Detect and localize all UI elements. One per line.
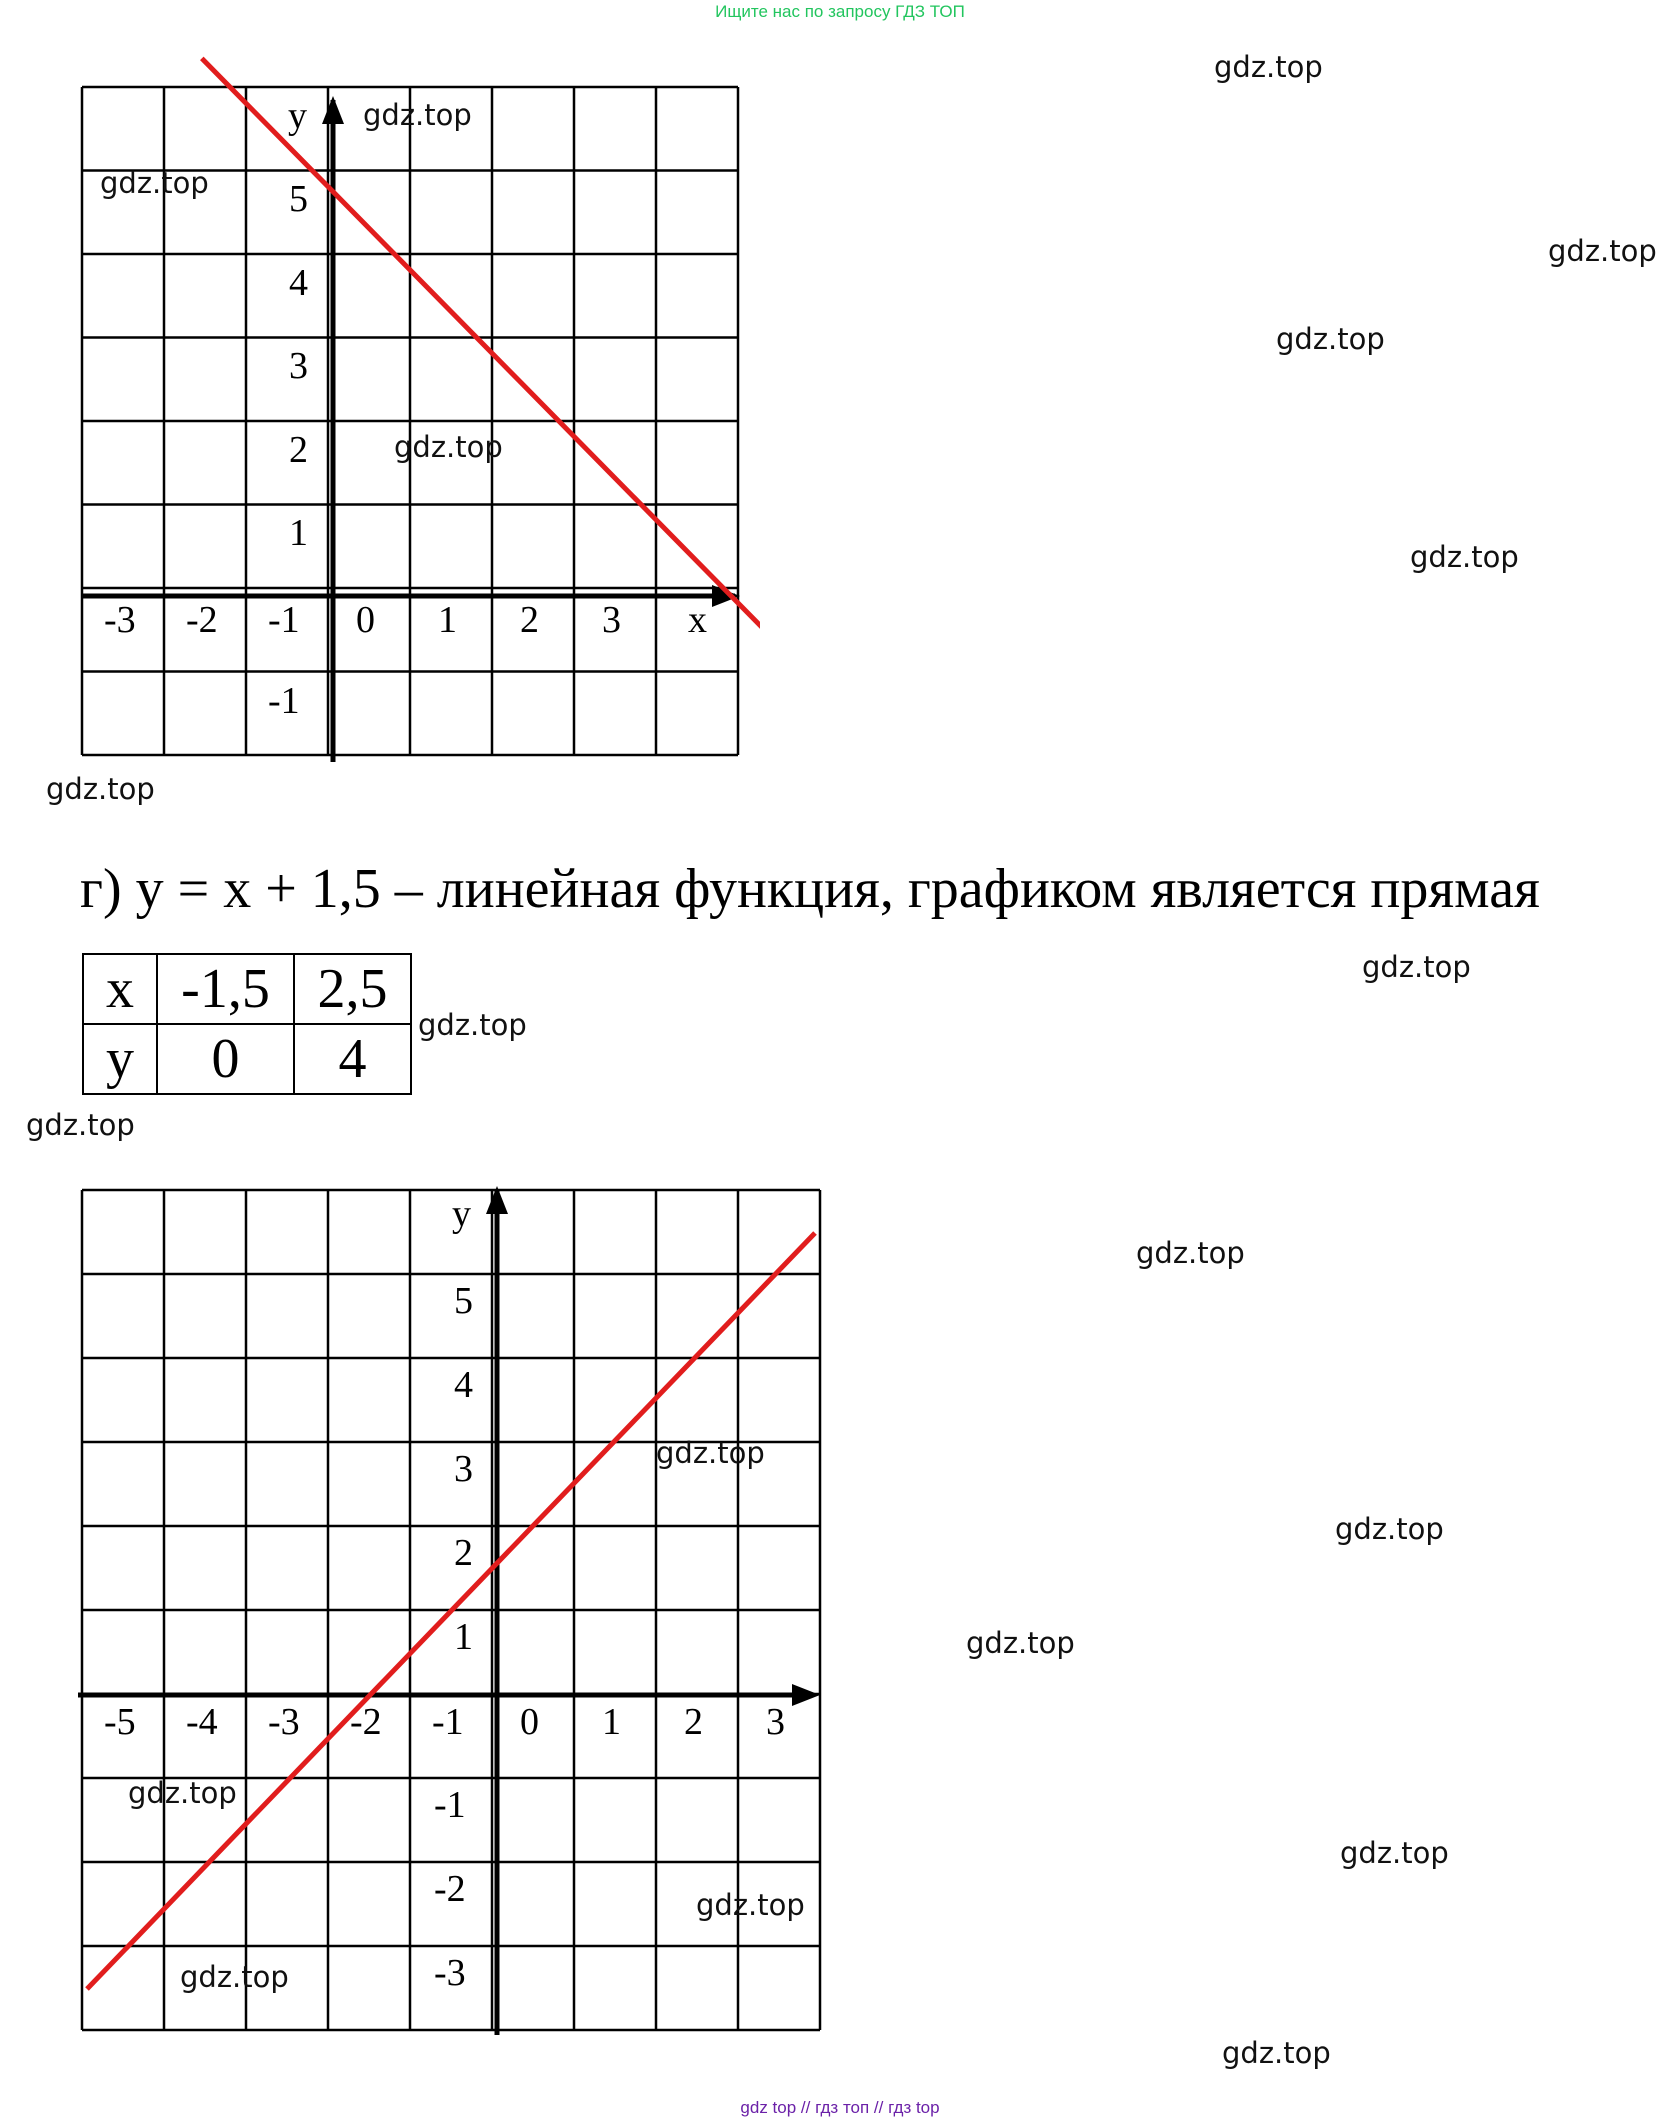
header-note: Ищите нас по запросу ГДЗ ТОП — [715, 2, 965, 21]
table-cell: x — [83, 954, 157, 1024]
graph-1-x-label: x — [688, 599, 707, 641]
y-tick: 1 — [289, 512, 308, 554]
y-tick: 4 — [289, 262, 308, 304]
y-tick: 3 — [454, 1448, 473, 1490]
y-tick: 3 — [289, 345, 308, 387]
watermark: gdz.top — [966, 1626, 1075, 1660]
watermark: gdz.top — [1548, 234, 1657, 268]
x-tick: 3 — [602, 599, 621, 641]
watermark: gdz.top — [696, 1888, 805, 1922]
table-cell: y — [83, 1024, 157, 1094]
watermark: gdz.top — [1335, 1512, 1444, 1546]
watermark: gdz.top — [26, 1108, 135, 1142]
y-tick: 4 — [454, 1364, 473, 1406]
watermark: gdz.top — [1136, 1236, 1245, 1270]
y-tick: -2 — [434, 1868, 466, 1910]
x-tick: -4 — [186, 1701, 218, 1743]
graph-1-x-ticks — [104, 599, 621, 641]
y-axis-arrow-icon — [322, 96, 344, 124]
x-tick: -5 — [104, 1701, 136, 1743]
y-tick: -3 — [434, 1952, 466, 1994]
watermark: gdz.top — [656, 1436, 765, 1470]
section-heading: г) y = x + 1,5 – линейная функция, графиком является прямая — [80, 858, 1540, 920]
watermark: gdz.top — [418, 1008, 527, 1042]
watermark: gdz.top — [394, 430, 503, 464]
y-tick: 2 — [454, 1532, 473, 1574]
watermark: gdz.top — [1410, 540, 1519, 574]
watermark: gdz.top — [1340, 1836, 1449, 1870]
x-tick: 0 — [356, 599, 375, 641]
x-tick: -3 — [104, 599, 136, 641]
watermark: gdz.top — [1276, 322, 1385, 356]
watermark: gdz.top — [363, 98, 472, 132]
y-tick: -1 — [268, 680, 300, 722]
graph-1-y-label: y — [288, 95, 307, 137]
x-tick: 1 — [602, 1701, 621, 1743]
watermark: gdz.top — [180, 1960, 289, 1994]
graph-2-x-ticks — [104, 1701, 785, 1743]
x-tick: 2 — [520, 599, 539, 641]
x-axis-arrow-icon — [792, 1684, 820, 1706]
x-tick: -3 — [268, 1701, 300, 1743]
x-tick: 2 — [684, 1701, 703, 1743]
table-row — [83, 1024, 411, 1094]
watermark: gdz.top — [1214, 50, 1323, 84]
table-row — [83, 954, 411, 1024]
x-tick: 3 — [766, 1701, 785, 1743]
graph-2-y-ticks — [434, 1280, 473, 1994]
y-tick: -1 — [434, 1784, 466, 1826]
watermark: gdz.top — [100, 166, 209, 200]
graph-1-line — [202, 58, 760, 630]
y-tick: 2 — [289, 429, 308, 471]
y-tick: 1 — [454, 1616, 473, 1658]
watermark: gdz.top — [46, 772, 155, 806]
x-tick: -2 — [186, 599, 218, 641]
table-cell: -1,5 — [157, 954, 294, 1024]
x-tick: -1 — [432, 1701, 464, 1743]
footer-links: gdz top // гдз топ // гдз top — [740, 2098, 940, 2117]
y-tick: 5 — [454, 1280, 473, 1322]
x-tick: -2 — [350, 1701, 382, 1743]
table-cell: 0 — [157, 1024, 294, 1094]
x-tick: -1 — [268, 599, 300, 641]
watermark: gdz.top — [1222, 2036, 1331, 2070]
table-cell: 2,5 — [294, 954, 411, 1024]
table-cell: 4 — [294, 1024, 411, 1094]
x-tick: 0 — [520, 1701, 539, 1743]
y-tick: 5 — [289, 178, 308, 220]
watermark: gdz.top — [1362, 950, 1471, 984]
graph-2-y-label: y — [452, 1193, 471, 1235]
watermark: gdz.top — [128, 1776, 237, 1810]
x-tick: 1 — [438, 599, 457, 641]
values-table — [82, 953, 412, 1095]
